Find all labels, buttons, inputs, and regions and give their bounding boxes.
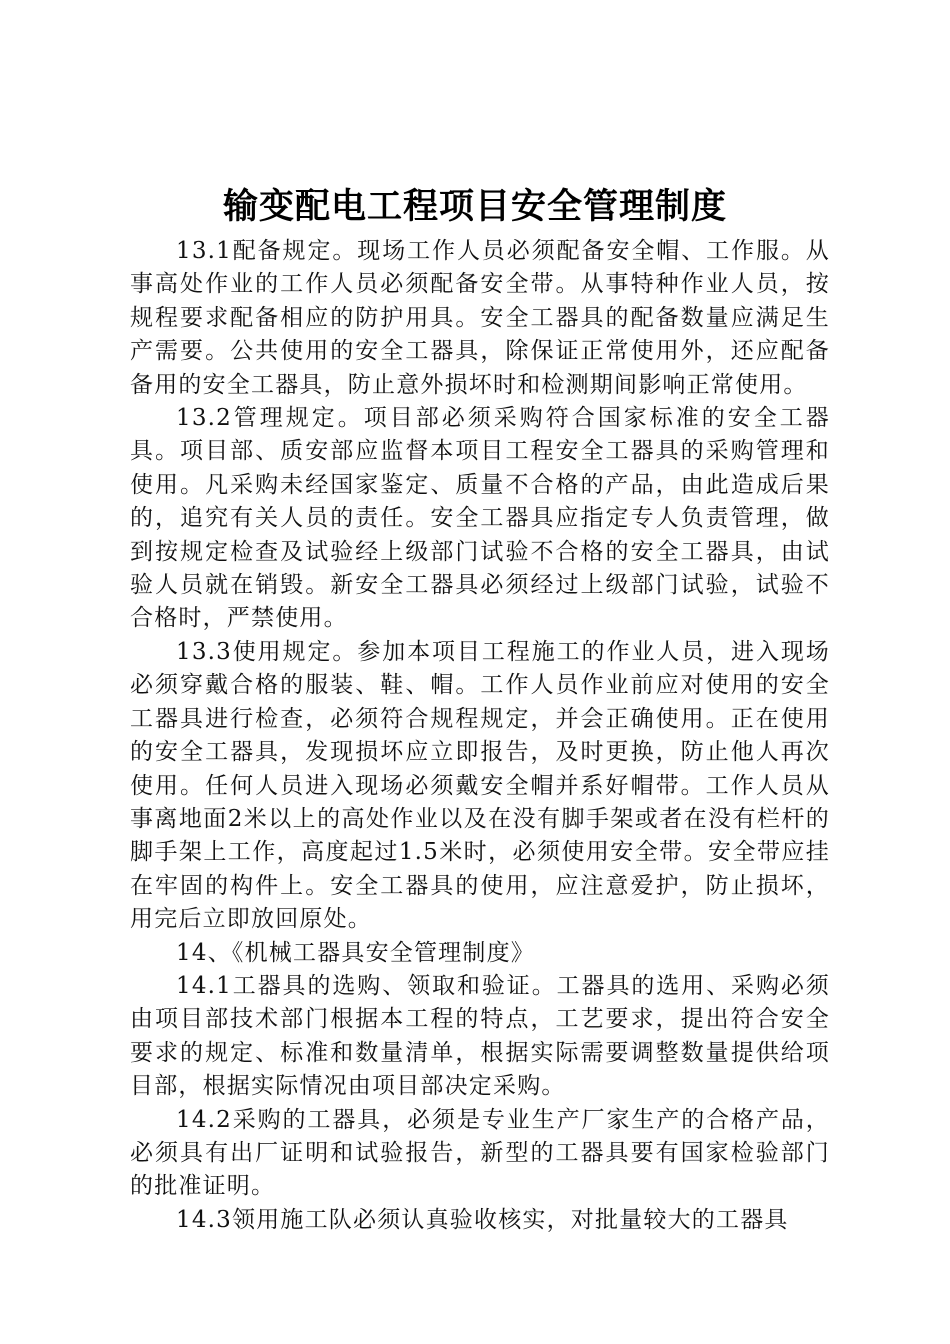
paragraph-14-3: 14.3领用施工队必须认真验收核实，对批量较大的工器具 [176,1206,789,1233]
document-body [130,235,830,1237]
paragraph-14-1: 14.1工器具的选购、领取和验证。工器具的选用、采购必须由项目部技术部门根据本工程的特点，工艺要求，提出符合安全要求的规定、标准和数量清单，根据实际需要调整数量提供给项目部，根据实际情况由项目部决定采购。 [130,972,830,1100]
paragraph-13-2: 13.2管理规定。项目部必须采购符合国家标准的安全工器具。项目部、质安部应监督本项目工程安全工器具的采购管理和使用。凡采购未经国家鉴定、质量不合格的产品，由此造成后果的，追究有关人员的责任。安全工器具应指定专人负责管理，做到按规定检查及试验经上级部门试验不合格的安全工器具，由试验人员就在销毁。新安全工器具必须经过上级部门试验，试验不合格时，严禁使用。 [130,405,830,632]
document-title: 输变配电工程项目安全管理制度 [222,186,727,227]
paragraph-13-1: 13.1配备规定。现场工作人员必须配备安全帽、工作服。从事高处作业的工作人员必须配备安全带。从事特种作业人员，按规程要求配备相应的防护用具。安全工器具的配备数量应满足生产需要。公共使用的安全工器具，除保证正常使用外，还应配备备用的安全工器具，防止意外损坏时和检测期间影响正常使用。 [130,238,830,398]
paragraph-14-2: 14.2采购的工器具，必须是专业生产厂家生产的合格产品，必须具有出厂证明和试验报告，新型的工器具要有国家检验部门的批准证明。 [130,1106,830,1200]
paragraph-13-3: 13.3使用规定。参加本项目工程施工的作业人员，进入现场必须穿戴合格的服装、鞋、帽。工作人员作业前应对使用的安全工器具进行检查，必须符合规程规定，并会正确使用。正在使用的安全工器具，发现损坏应立即报告，及时更换，防止他人再次使用。任何人员进入现场必须戴安全帽并系好帽带。工作人员从事离地面2米以上的高处作业以及在没有脚手架或者在没有栏杆的脚手架上工作，高度起过1.5米时，必须使用安全带。安全带应挂在牢固的构件上。安全工器具的使用，应注意爱护，防止损坏，用完后立即放回原处。 [130,638,830,933]
section-heading-14: 14、《机械工器具安全管理制度》 [176,939,535,966]
